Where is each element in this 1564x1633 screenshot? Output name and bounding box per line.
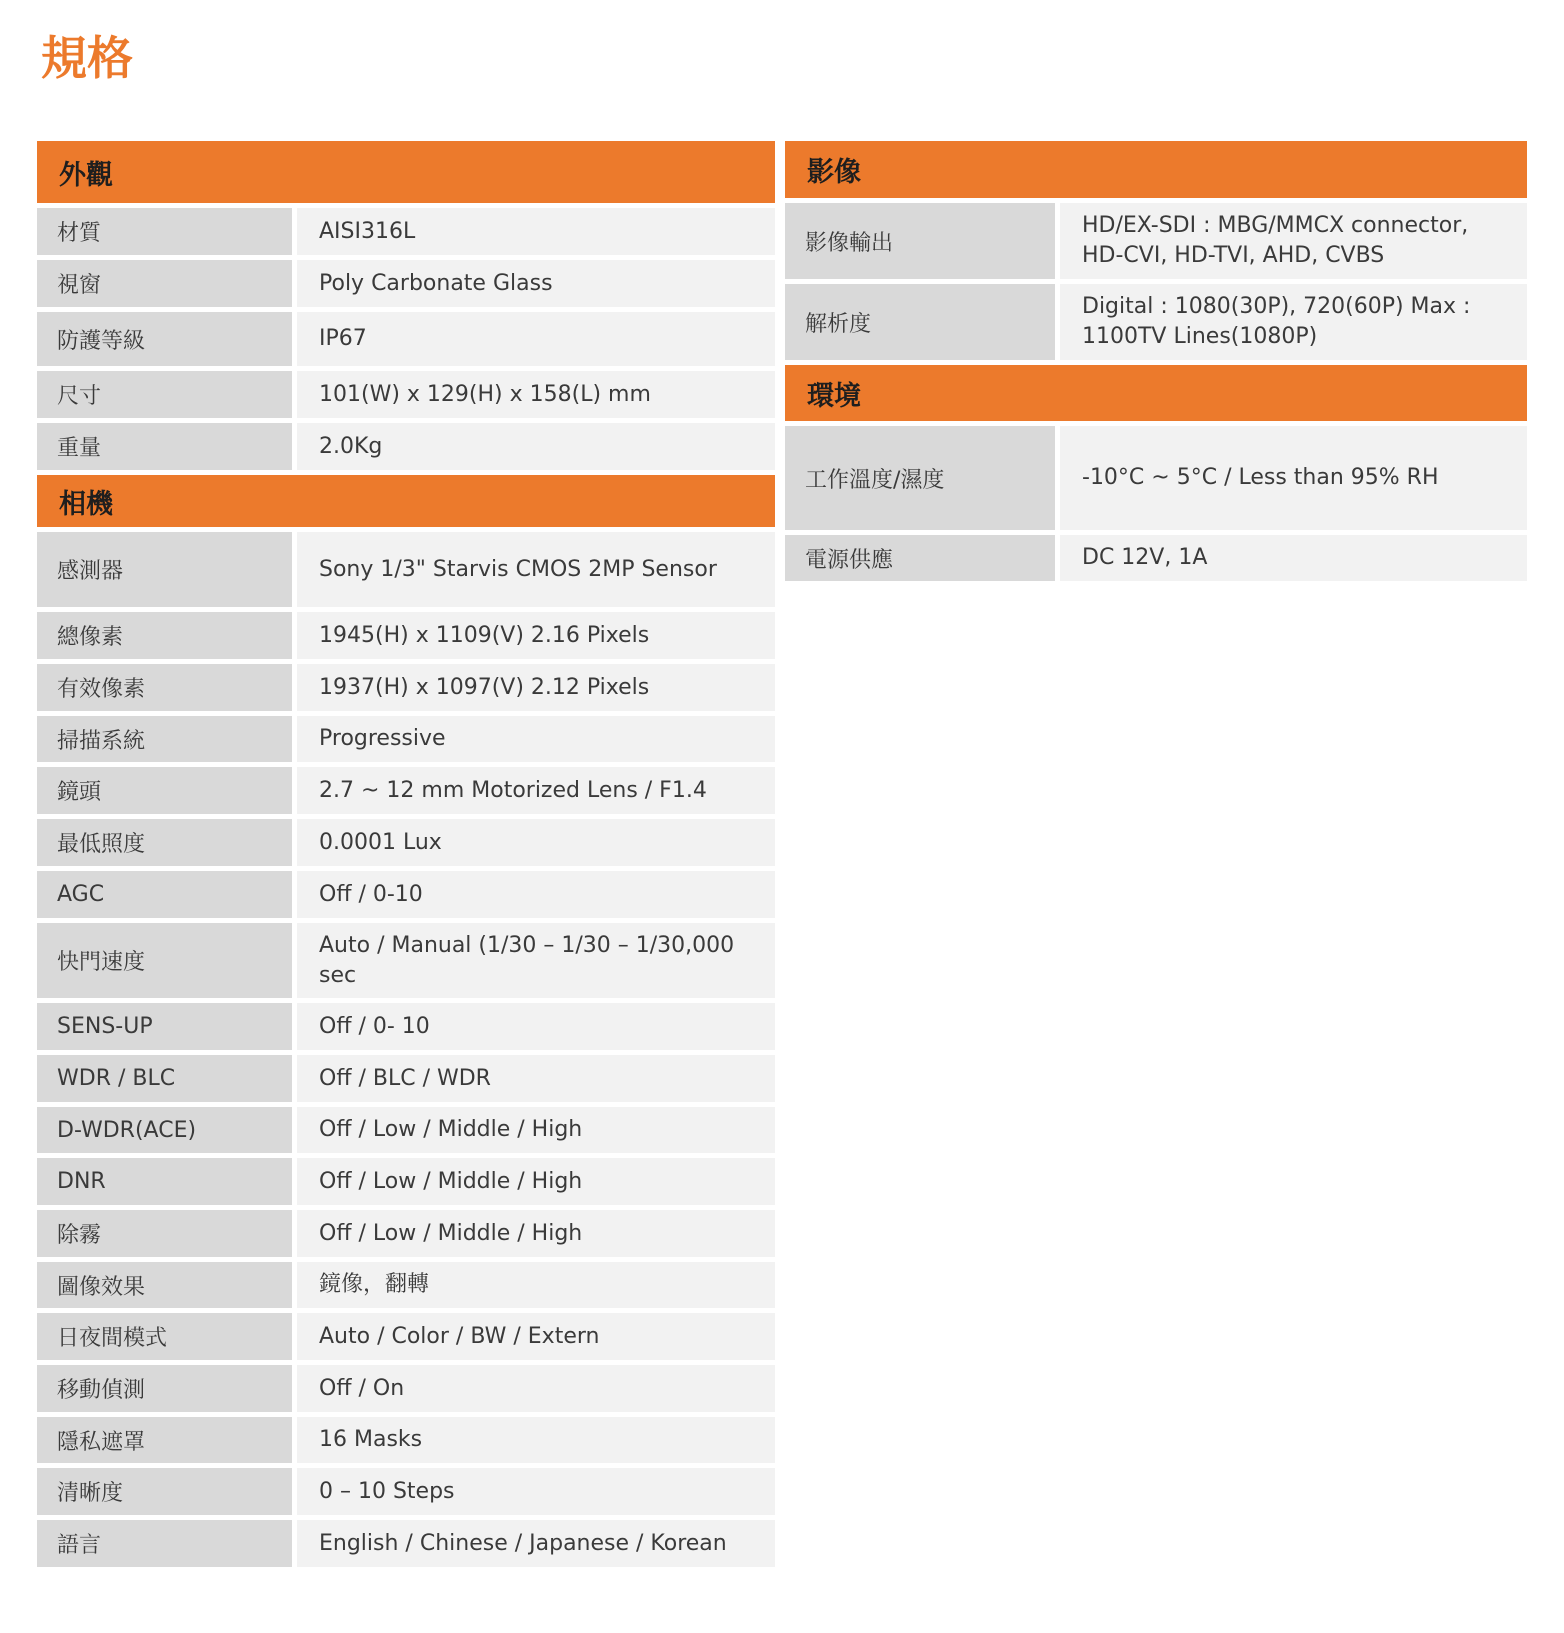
spec-row-material (37, 208, 775, 255)
spec-row-weight (37, 423, 775, 470)
spec-value: 2.0Kg (297, 423, 775, 470)
spec-value: Off / 0- 10 (297, 1003, 775, 1050)
spec-row-video-output (785, 203, 1527, 279)
spec-value: 2.7 ~ 12 mm Motorized Lens / F1.4 (297, 767, 775, 814)
spec-value: Off / Low / Middle / High (297, 1107, 775, 1153)
spec-row-wdr-blc (37, 1055, 775, 1102)
spec-row-window (37, 260, 775, 307)
spec-key: 日夜間模式 (37, 1313, 292, 1360)
section-header-environment: 環境 (785, 365, 1527, 421)
spec-value: AISI316L (297, 208, 775, 255)
spec-value: Sony 1/3" Starvis CMOS 2MP Sensor (297, 532, 775, 607)
spec-key: DNR (37, 1158, 292, 1205)
spec-row-lens (37, 767, 775, 814)
spec-key: 視窗 (37, 260, 292, 307)
spec-row-operating-temp-humidity (785, 426, 1527, 530)
spec-key: 尺寸 (37, 371, 292, 418)
page-title: 規格 (41, 31, 133, 85)
spec-key: 掃描系統 (37, 716, 292, 762)
spec-row-effective-pixels (37, 664, 775, 711)
spec-row-min-illumination (37, 819, 775, 866)
spec-value: HD/EX-SDI : MBG/MMCX connector, HD-CVI, HD-TVI, AHD, CVBS (1060, 203, 1527, 279)
spec-row-total-pixels (37, 612, 775, 659)
spec-key: 總像素 (37, 612, 292, 659)
spec-key: 感測器 (37, 532, 292, 607)
spec-value: 1937(H) x 1097(V) 2.12 Pixels (297, 664, 775, 711)
spec-row-sensor (37, 532, 775, 607)
spec-key: 除霧 (37, 1210, 292, 1257)
spec-key: 有效像素 (37, 664, 292, 711)
spec-key: 防護等級 (37, 312, 292, 366)
spec-value: 鏡像，翻轉 (297, 1262, 775, 1308)
spec-row-d-wdr (37, 1107, 775, 1153)
spec-row-language (37, 1520, 775, 1567)
spec-value: 0.0001 Lux (297, 819, 775, 866)
spec-value: -10°C ~ 5°C / Less than 95% RH (1060, 426, 1527, 530)
section-header-video: 影像 (785, 141, 1527, 198)
spec-key: 清晰度 (37, 1468, 292, 1515)
spec-row-agc (37, 871, 775, 918)
spec-row-dnr (37, 1158, 775, 1205)
spec-key: 材質 (37, 208, 292, 255)
spec-row-sharpness (37, 1468, 775, 1515)
spec-key: D-WDR(ACE) (37, 1107, 292, 1153)
spec-row-dimensions (37, 371, 775, 418)
spec-value: Progressive (297, 716, 775, 762)
spec-value: DC 12V, 1A (1060, 535, 1527, 581)
spec-value: IP67 (297, 312, 775, 366)
spec-key: 快門速度 (37, 923, 292, 998)
spec-key: 鏡頭 (37, 767, 292, 814)
spec-value: Auto / Manual (1/30 – 1/30 – 1/30,000 sec (297, 923, 775, 998)
spec-column-left (37, 141, 775, 1572)
spec-value: 101(W) x 129(H) x 158(L) mm (297, 371, 775, 418)
section-header-camera: 相機 (37, 475, 775, 527)
spec-key: 解析度 (785, 284, 1055, 360)
spec-value: Off / Low / Middle / High (297, 1158, 775, 1205)
spec-row-motion-detection (37, 1365, 775, 1412)
spec-key: 最低照度 (37, 819, 292, 866)
spec-row-resolution (785, 284, 1527, 360)
section-header-appearance: 外觀 (37, 141, 775, 203)
spec-key: AGC (37, 871, 292, 918)
spec-value: 16 Masks (297, 1417, 775, 1463)
spec-row-shutter-speed (37, 923, 775, 998)
spec-key: 移動偵測 (37, 1365, 292, 1412)
spec-key: 電源供應 (785, 535, 1055, 581)
spec-key: 圖像效果 (37, 1262, 292, 1308)
spec-value: Auto / Color / BW / Extern (297, 1313, 775, 1360)
spec-row-scan-system (37, 716, 775, 762)
spec-value: Off / On (297, 1365, 775, 1412)
spec-row-defog (37, 1210, 775, 1257)
spec-value: Off / 0-10 (297, 871, 775, 918)
spec-value: Poly Carbonate Glass (297, 260, 775, 307)
spec-row-sens-up (37, 1003, 775, 1050)
spec-row-privacy-mask (37, 1417, 775, 1463)
spec-value: Digital : 1080(30P), 720(60P) Max : 1100TV Lines(1080P) (1060, 284, 1527, 360)
spec-key: 重量 (37, 423, 292, 470)
spec-value: English / Chinese / Japanese / Korean (297, 1520, 775, 1567)
spec-row-image-effect (37, 1262, 775, 1308)
spec-row-day-night (37, 1313, 775, 1360)
spec-column-right (785, 141, 1527, 586)
spec-value: 1945(H) x 1109(V) 2.16 Pixels (297, 612, 775, 659)
spec-key: 影像輸出 (785, 203, 1055, 279)
spec-row-protection (37, 312, 775, 366)
spec-key: 隱私遮罩 (37, 1417, 292, 1463)
spec-key: SENS-UP (37, 1003, 292, 1050)
spec-value: Off / BLC / WDR (297, 1055, 775, 1102)
spec-key: WDR / BLC (37, 1055, 292, 1102)
spec-key: 工作溫度/濕度 (785, 426, 1055, 530)
spec-row-power-supply (785, 535, 1527, 581)
spec-value: 0 – 10 Steps (297, 1468, 775, 1515)
spec-value: Off / Low / Middle / High (297, 1210, 775, 1257)
spec-key: 語言 (37, 1520, 292, 1567)
